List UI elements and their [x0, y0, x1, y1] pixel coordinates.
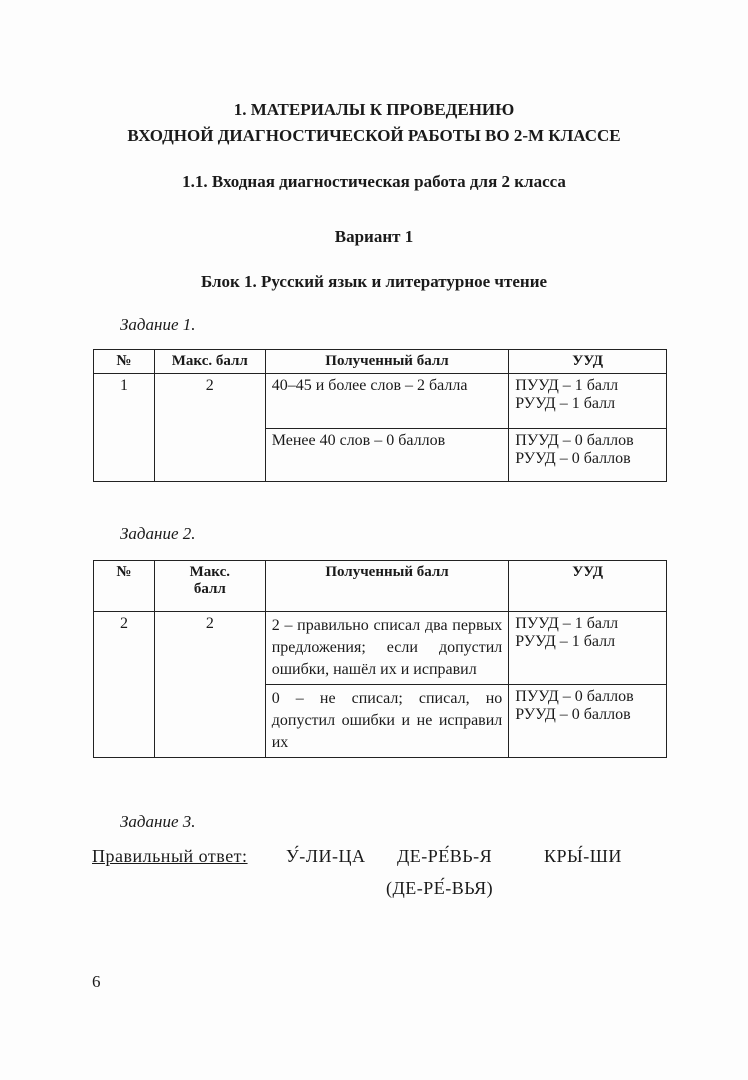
- uud-cell: [509, 612, 667, 685]
- title-line-2: ВХОДНОЙ ДИАГНОСТИЧЕСКОЙ РАБОТЫ ВО 2-М КЛАССЕ: [127, 126, 621, 145]
- uud-cell: [509, 429, 667, 482]
- header-score: Полученный балл: [265, 561, 509, 612]
- uud-line: ПУУД – 1 балл: [515, 615, 619, 632]
- header-max: Макс. балл: [154, 350, 265, 374]
- answer-word-2: ДЕ-РЕ́ВЬ-Я: [397, 846, 493, 866]
- task1-table: [93, 349, 667, 482]
- page-number: 6: [92, 972, 101, 991]
- score-cell: 0 – не списал; списал, но допустил ошибки и не исправил их: [265, 685, 509, 758]
- header-uud: УУД: [509, 350, 667, 374]
- header-max: [154, 561, 265, 612]
- variant-heading: Вариант 1: [334, 227, 414, 246]
- score-cell: 40–45 и более слов – 2 балла: [265, 374, 509, 429]
- answer-label: Правильный ответ:: [92, 846, 248, 866]
- task2-table: [93, 560, 667, 758]
- score-cell: Менее 40 слов – 0 баллов: [265, 429, 509, 482]
- table-header-row: [94, 561, 667, 612]
- header-uud: УУД: [509, 561, 667, 612]
- score-cell: 2 – правильно списал два первых предложения; если допустил ошибки, нашёл их и исправил: [265, 612, 509, 685]
- answer-word-3: КРЫ́-ШИ: [544, 846, 622, 866]
- table-header-row: [94, 350, 667, 374]
- answer-word-1: У́-ЛИ-ЦА: [286, 846, 366, 866]
- task1-label: Задание 1.: [120, 315, 196, 334]
- uud-cell: [509, 685, 667, 758]
- table-row: [94, 612, 667, 685]
- uud-line: РУУД – 0 баллов: [515, 450, 631, 467]
- uud-line: ПУУД – 0 баллов: [515, 432, 634, 449]
- uud-line: РУУД – 1 балл: [515, 633, 616, 650]
- title-line-1: 1. МАТЕРИАЛЫ К ПРОВЕДЕНИЮ: [233, 100, 515, 119]
- task-number: 2: [94, 612, 155, 758]
- header-num: №: [94, 350, 155, 374]
- task2-label: Задание 2.: [120, 524, 196, 543]
- subtitle: 1.1. Входная диагностическая работа для 2 класса: [182, 172, 566, 191]
- uud-line: РУУД – 0 баллов: [515, 706, 631, 723]
- task3-label: Задание 3.: [120, 812, 196, 831]
- page-title: [0, 97, 748, 149]
- table-row: [94, 374, 667, 429]
- uud-line: ПУУД – 1 балл: [515, 377, 619, 394]
- block-heading: Блок 1. Русский язык и литературное чтение: [200, 272, 548, 291]
- header-max-text: Макс. балл: [189, 564, 230, 597]
- answer-word-2-alt: (ДЕ-РЕ́-ВЬЯ): [386, 878, 494, 898]
- max-score: 2: [154, 374, 265, 482]
- max-score: 2: [154, 612, 265, 758]
- uud-cell: [509, 374, 667, 429]
- uud-line: ПУУД – 0 баллов: [515, 688, 634, 705]
- header-num: №: [94, 561, 155, 612]
- uud-line: РУУД – 1 балл: [515, 395, 616, 412]
- task-number: 1: [94, 374, 155, 482]
- header-score: Полученный балл: [265, 350, 509, 374]
